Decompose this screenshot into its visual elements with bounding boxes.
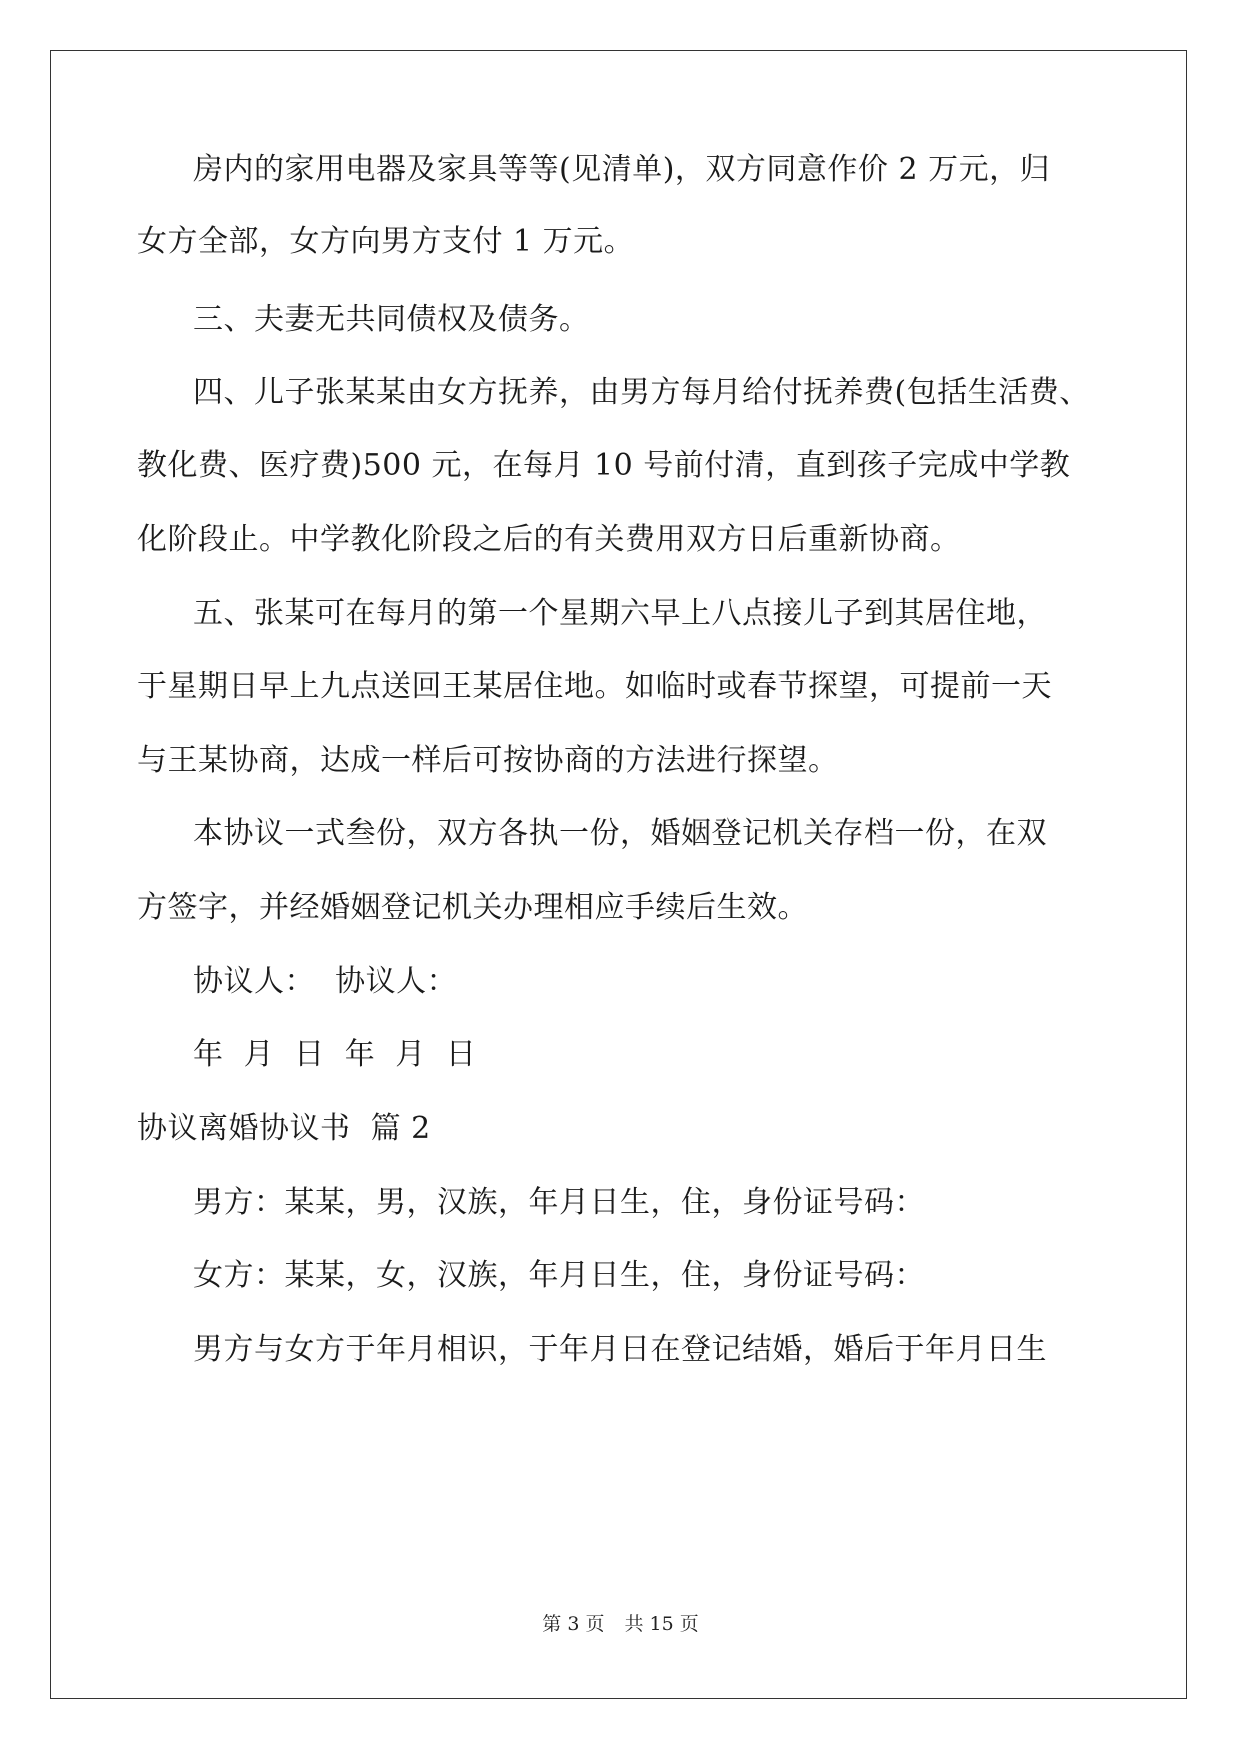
female-party-line: 女方：某某，女，汉族，年月日生，住，身份证号码：: [193, 1258, 925, 1293]
section-five-line-3: 与王某协商，达成一样后可按协商的方法进行探望。: [137, 743, 839, 778]
page-footer: [0, 1612, 1241, 1636]
male-party-line: 男方：某某，男，汉族，年月日生，住，身份证号码：: [193, 1185, 925, 1220]
section-four-line-3: 化阶段止。中学教化阶段之后的有关费用双方日后重新协商。: [137, 522, 961, 557]
paragraph-line-1: 房内的家用电器及家具等等(见清单)，双方同意作价 2 万元，归: [193, 152, 1051, 187]
copies-line-2: 方签字，并经婚姻登记机关办理相应手续后生效。: [137, 890, 808, 925]
page-border: [50, 50, 1187, 1699]
paragraph-line-2: 女方全部，女方向男方支付 1 万元。: [137, 224, 635, 259]
date-line: 年 月 日 年 月 日: [193, 1037, 477, 1072]
copies-line-1: 本协议一式叁份，双方各执一份，婚姻登记机关存档一份，在双: [193, 816, 1047, 851]
section-five-line-1: 五、张某可在每月的第一个星期六早上八点接儿子到其居住地，: [193, 596, 1047, 631]
section-four-line-2: 教化费、医疗费)500 元，在每月 10 号前付清，直到孩子完成中学教: [137, 448, 1071, 483]
page-number: 第 3 页: [542, 1613, 605, 1635]
section-four-line-1: 四、儿子张某某由女方抚养，由男方每月给付抚养费(包括生活费、: [193, 375, 1090, 410]
signatories-line: 协议人： 协议人：: [193, 964, 458, 999]
marriage-history-line: 男方与女方于年月相识，于年月日在登记结婚，婚后于年月日生: [193, 1332, 1047, 1367]
section-three: 三、夫妻无共同债权及债务。: [193, 302, 590, 337]
section-five-line-2: 于星期日早上九点送回王某居住地。如临时或春节探望，可提前一天: [137, 669, 1052, 704]
page-total: 共 15 页: [624, 1613, 699, 1635]
section-heading-part-2: 协议离婚协议书 篇 2: [137, 1111, 431, 1146]
